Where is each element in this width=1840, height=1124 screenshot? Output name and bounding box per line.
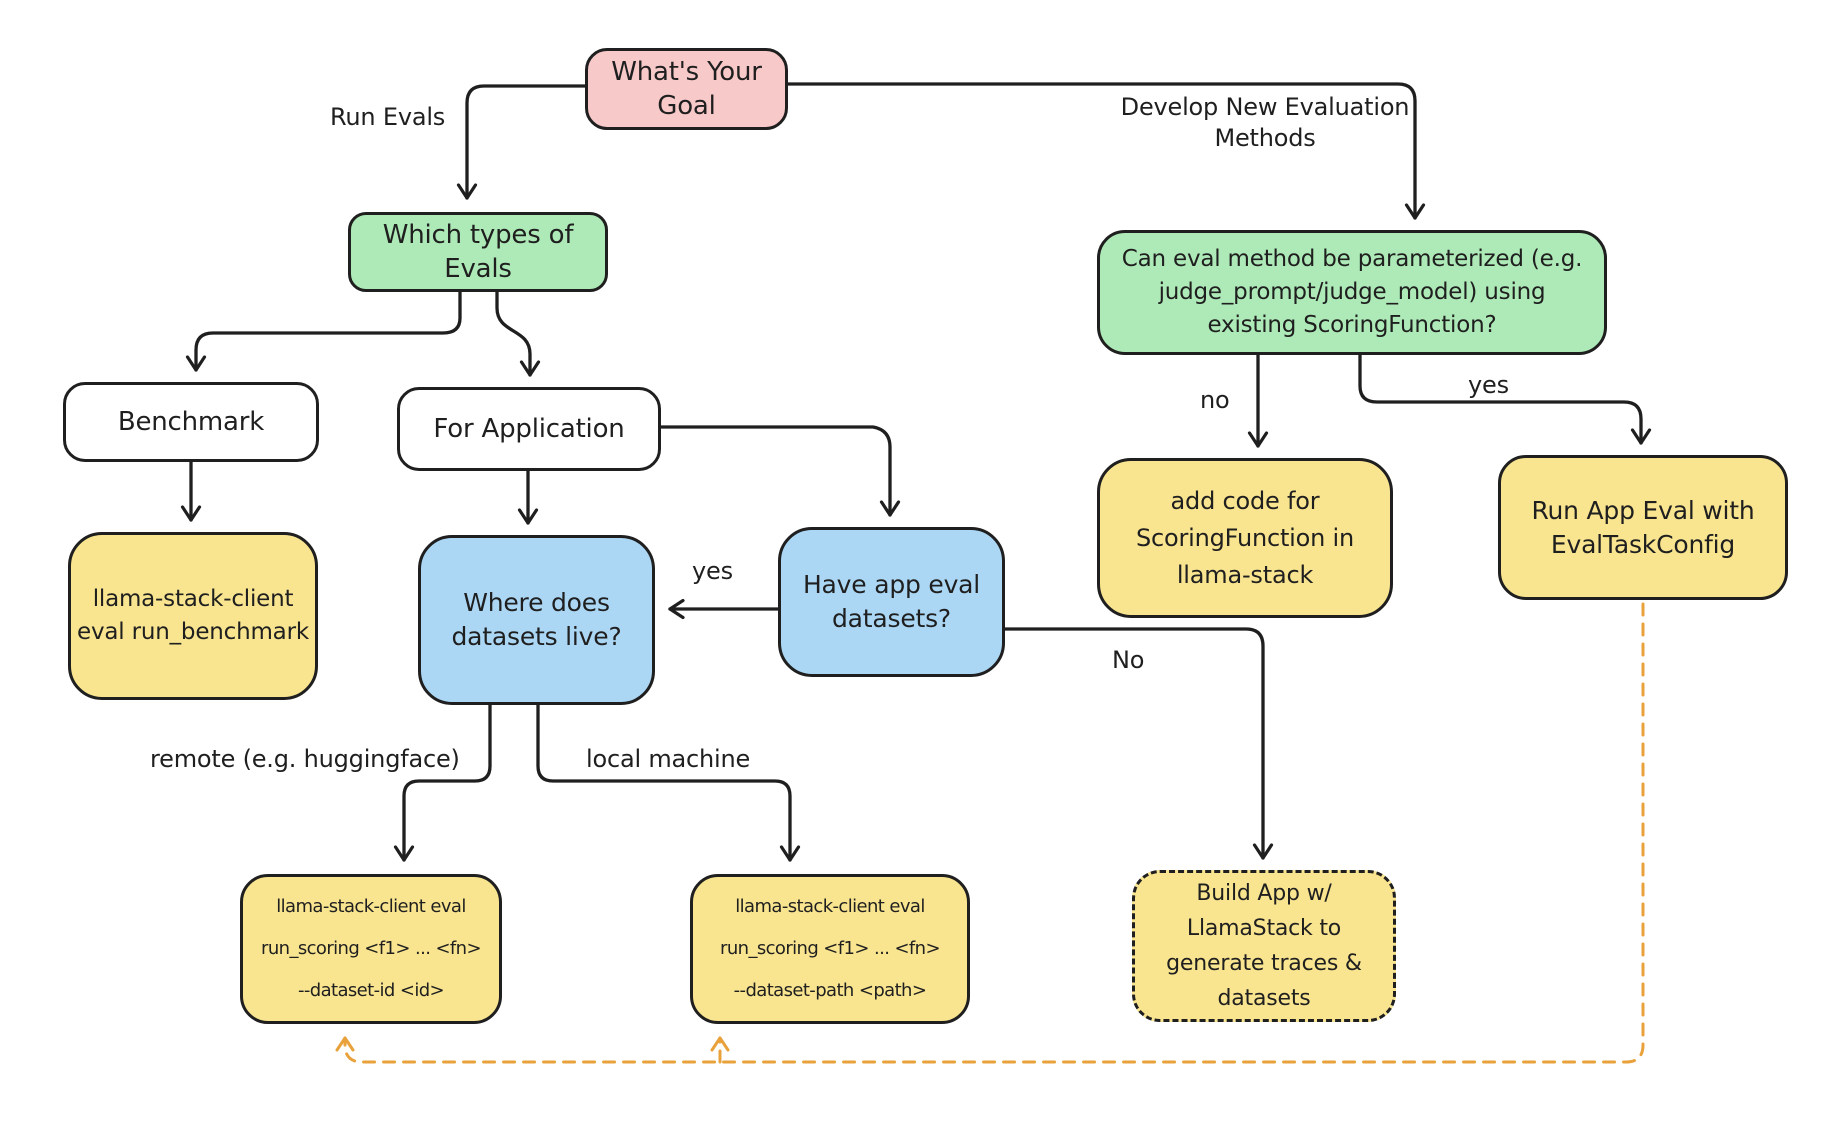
node-add-code-for-scoringfunction — [1097, 458, 1393, 618]
node-text-line: datasets — [1217, 986, 1311, 1011]
node-text-line: Goal — [657, 91, 716, 121]
node-text-line: llama-stack-client eval — [735, 896, 925, 917]
node-text-line: judge_prompt/judge_model) using — [1158, 279, 1546, 305]
edge-where-datasets-local-to-run-scoring-path — [538, 705, 790, 860]
node-build-app-with-llamastack — [1132, 870, 1396, 1022]
node-run-scoring-dataset-id-command — [240, 874, 502, 1024]
node-whats-your-goal — [585, 48, 788, 130]
node-text-line: llama-stack-client eval — [276, 896, 466, 917]
node-run-benchmark-command — [68, 532, 318, 700]
edge-label-yes-scoringfunction: yes — [1468, 371, 1509, 399]
edge-label-yes-have-datasets: yes — [692, 557, 733, 585]
edge-where-datasets-remote-to-run-scoring-id — [404, 705, 490, 860]
node-text-line: ScoringFunction in — [1135, 523, 1355, 552]
node-text-line: datasets live? — [451, 622, 622, 651]
edge-goal-to-which-types — [467, 86, 585, 198]
node-run-app-eval-with-evaltaskconfig — [1498, 455, 1788, 600]
node-text-line: LlamaStack to — [1186, 916, 1342, 941]
node-text-line: Evals — [444, 254, 512, 284]
node-text-line: llama-stack — [1176, 560, 1314, 589]
node-text-line: add code for — [1170, 486, 1320, 515]
node-text-line: Benchmark — [117, 407, 265, 437]
node-text-line: --dataset-id <id> — [297, 980, 445, 1001]
node-text-line: Which types of — [382, 220, 574, 250]
node-run-scoring-dataset-path-command — [690, 874, 970, 1024]
node-text-line: --dataset-path <path> — [733, 980, 927, 1001]
node-text-line: llama-stack-client — [92, 586, 294, 612]
edge-for-application-to-have-datasets — [661, 427, 890, 515]
node-text-line: run_scoring <f1> ... <fn> — [720, 938, 940, 959]
node-text-line: existing ScoringFunction? — [1207, 312, 1497, 338]
edge-label-local-machine: local machine — [586, 745, 751, 773]
node-text-line: What's Your — [611, 57, 762, 87]
node-have-app-eval-datasets — [778, 527, 1005, 677]
node-benchmark — [63, 382, 319, 462]
edge-label-remote-huggingface: remote (e.g. huggingface) — [150, 745, 460, 773]
node-text-line: eval run_benchmark — [77, 619, 309, 645]
edge-label-develop-new-evaluation-methods — [1105, 92, 1425, 154]
node-for-application — [397, 387, 661, 471]
edge-label-run-evals: Run Evals — [330, 103, 446, 131]
edge-which-types-to-for-application — [497, 292, 530, 375]
node-text-line: Run App Eval with — [1531, 495, 1755, 525]
node-text-line: EvalTaskConfig — [1550, 529, 1736, 559]
node-which-types-of-evals — [348, 212, 608, 292]
node-text-line: Can eval method be parameterized (e.g. — [1121, 246, 1583, 272]
node-text-line: Have app eval — [802, 570, 981, 599]
node-text-line: run_scoring <f1> ... <fn> — [261, 938, 481, 959]
edge-label-line: Methods — [1214, 124, 1316, 152]
node-text-line: Build App w/ — [1196, 881, 1332, 906]
edge-label-line: Develop New Evaluation — [1120, 93, 1410, 121]
node-text-line: For Application — [433, 414, 625, 444]
node-can-eval-method-be-parameterized — [1097, 230, 1607, 355]
node-text-line: Where does — [463, 588, 610, 617]
edge-which-types-to-benchmark — [196, 292, 460, 370]
node-text-line: datasets? — [831, 604, 951, 633]
edge-label-no-scoringfunction: no — [1200, 386, 1230, 414]
node-where-does-datasets-live — [418, 535, 655, 705]
edge-label-no-have-datasets: No — [1112, 646, 1145, 674]
node-text-line: generate traces & — [1166, 951, 1362, 976]
